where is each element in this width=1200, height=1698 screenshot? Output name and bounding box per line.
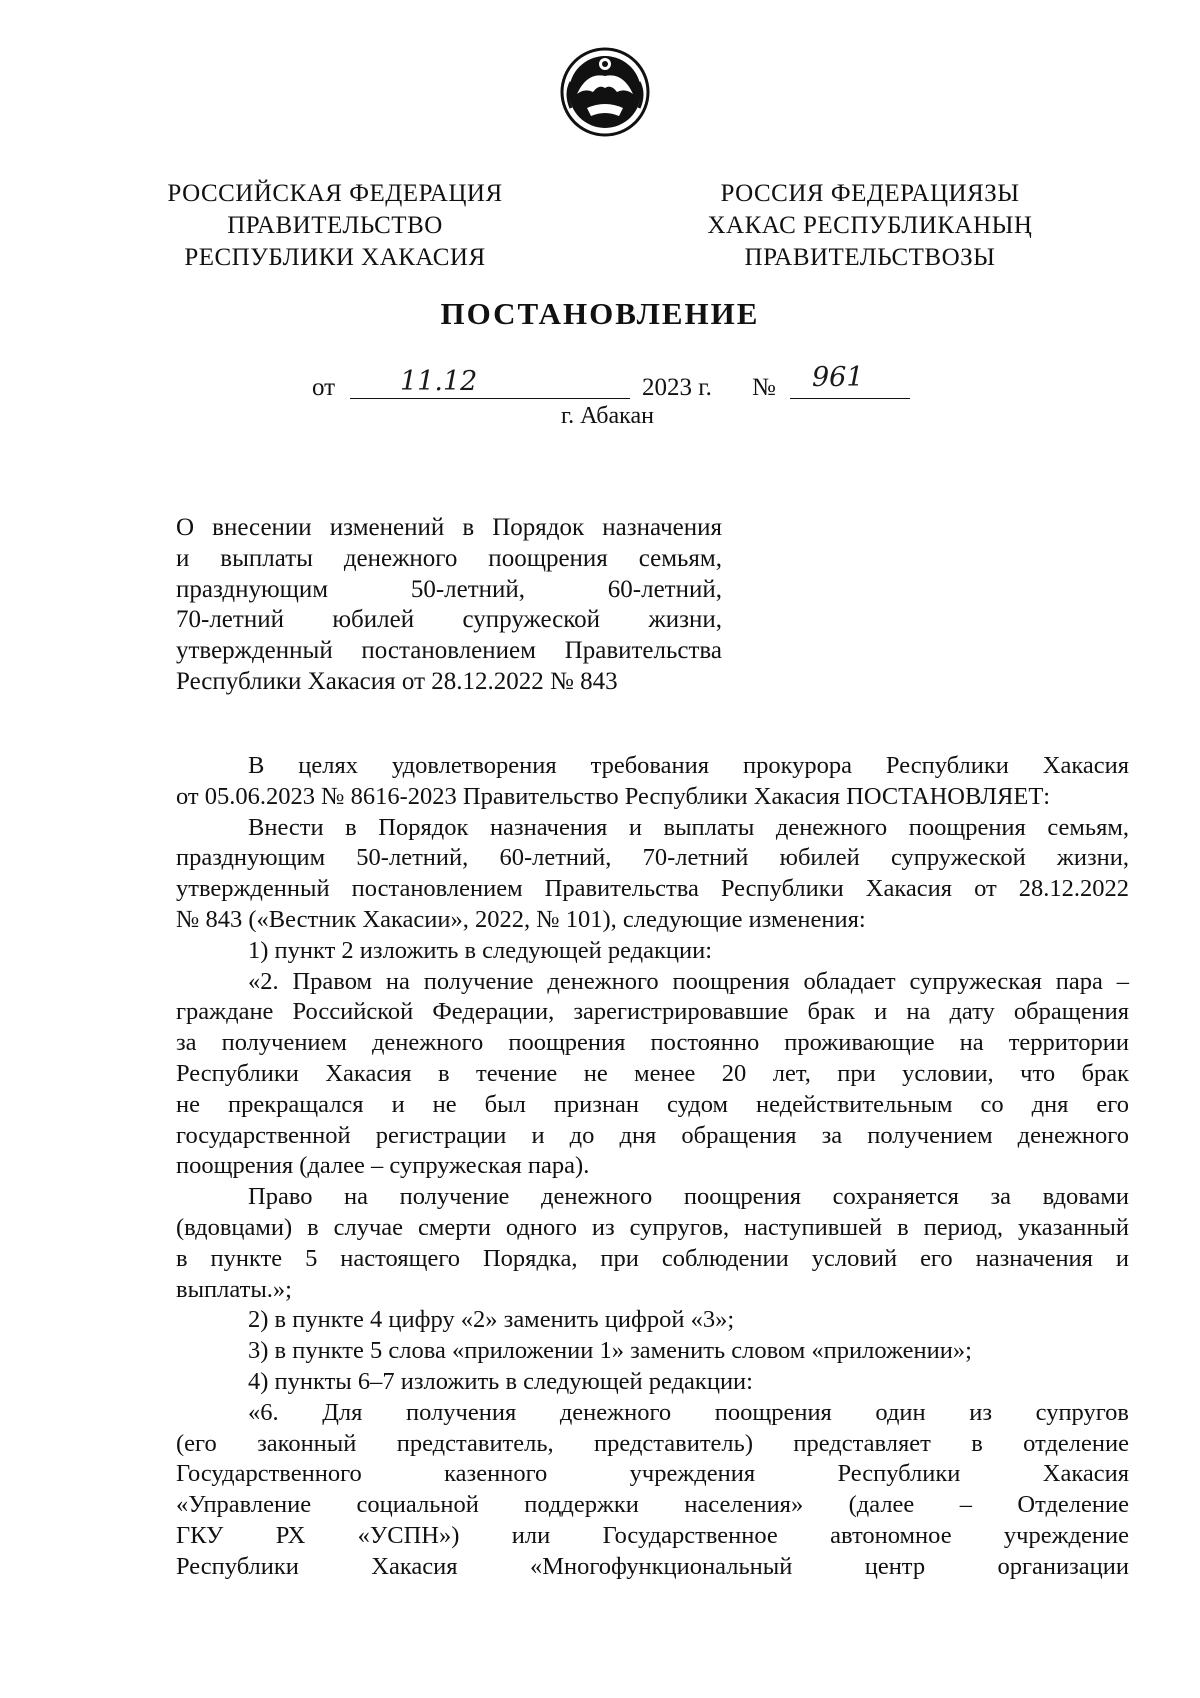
body-line: ГКУ РХ «УСПН») или Государственное автономное учреждение xyxy=(176,1521,1129,1549)
date-number-line xyxy=(312,362,912,404)
body-line: за получением денежного поощрения постоянно проживающие на территории xyxy=(176,1029,1129,1057)
document-body xyxy=(176,751,1129,1583)
body-line: 1) пункт 2 изложить в следующей редакции: xyxy=(248,936,713,964)
body-line: выплаты.»; xyxy=(176,1275,292,1303)
body-line: не прекращался и не был признан судом недействительным со дня его xyxy=(176,1090,1129,1118)
body-line: № 843 («Вестник Хакасии», 2022, № 101), следующие изменения: xyxy=(176,905,866,933)
handwritten-number: 961 xyxy=(812,362,864,393)
subject-line: 70-летний юбилей супружеской жизни, xyxy=(176,606,722,634)
date-underline xyxy=(350,398,630,399)
body-line: 2) в пункте 4 цифру «2» заменить цифрой «3»; xyxy=(248,1306,735,1334)
number-underline xyxy=(790,398,910,399)
city-label: г. Абакан xyxy=(561,403,654,429)
subject-line: утвержденный постановлением Правительства xyxy=(176,637,722,665)
document-type-title: ПОСТАНОВЛЕНИЕ xyxy=(440,296,760,331)
body-line: 3) в пункте 5 слова «приложении 1» заменить словом «приложении»; xyxy=(248,1337,972,1365)
document-subject xyxy=(176,513,722,698)
body-line: поощрения (далее – супружеская пара). xyxy=(176,1152,590,1180)
body-line: государственной регистрации и до дня обращения за получением денежного xyxy=(176,1121,1129,1149)
subject-line: и выплаты денежного поощрения семьям, xyxy=(176,544,722,572)
body-line: «6. Для получения денежного поощрения один из супругов xyxy=(248,1398,1129,1426)
body-line: Право на получение денежного поощрения сохраняется за вдовами xyxy=(248,1183,1129,1211)
body-line: «2. Правом на получение денежного поощрения обладает супружеская пара – xyxy=(248,967,1129,995)
body-line: утвержденный постановлением Правительства Республики Хакасия от 28.12.2022 xyxy=(176,875,1129,903)
body-line: Государственного казенного учреждения Республики Хакасия xyxy=(176,1460,1129,1488)
body-line: 4) пункты 6–7 изложить в следующей редакции: xyxy=(248,1367,753,1395)
issuer-header-khakas xyxy=(690,178,1050,274)
body-line: Республики Хакасия «Многофункциональный центр организации xyxy=(176,1552,1129,1580)
body-line: (его законный представитель, представитель) представляет в отделение xyxy=(176,1429,1129,1457)
subject-line: О внесении изменений в Порядок назначения xyxy=(176,514,722,541)
body-line: от 05.06.2023 № 8616-2023 Правительство Республики Хакасия ПОСТАНОВЛЯЕТ: xyxy=(176,782,1051,810)
issuer-header-russian xyxy=(155,178,515,274)
header-line: РОССИЙСКАЯ ФЕДЕРАЦИЯ xyxy=(167,180,503,207)
year-label: 2023 г. xyxy=(642,374,712,401)
body-line: Республики Хакасия в течение не менее 20 лет, при условии, что брак xyxy=(176,1059,1129,1087)
body-line: В целях удовлетворения требования прокурора Республики Хакасия xyxy=(248,752,1129,779)
header-line: ПРАВИТЕЛЬСТВО xyxy=(227,212,443,239)
body-line: празднующим 50-летний, 60-летний, 70-летний юбилей супружеской жизни, xyxy=(176,844,1129,872)
coat-of-arms-emblem xyxy=(557,42,653,138)
body-line: Внести в Порядок назначения и выплаты денежного поощрения семьям, xyxy=(248,813,1129,841)
number-label: № xyxy=(752,374,776,401)
header-line: РОССИЯ ФЕДЕРАЦИЯЗЫ xyxy=(720,180,1020,207)
date-prefix: от xyxy=(312,374,336,401)
body-line: в пункте 5 настоящего Порядка, при соблюдении условий его назначения и xyxy=(176,1244,1129,1272)
header-line: РЕСПУБЛИКИ ХАКАСИЯ xyxy=(184,244,486,271)
subject-line: Республики Хакасия от 28.12.2022 № 843 xyxy=(176,667,618,695)
header-line: ПРАВИТЕЛЬСТВОЗЫ xyxy=(744,244,996,271)
subject-line: празднующим 50-летний, 60-летний, xyxy=(176,575,722,603)
body-line: (вдовцами) в случае смерти одного из супругов, наступившей в период, указанный xyxy=(176,1213,1129,1241)
handwritten-date: 11.12 xyxy=(400,366,478,397)
header-line: ХАКАС РЕСПУБЛИКАНЫҢ xyxy=(707,212,1033,239)
body-line: граждане Российской Федерации, зарегистрировавшие брак и на дату обращения xyxy=(176,998,1129,1026)
body-line: «Управление социальной поддержки населения» (далее – Отделение xyxy=(176,1491,1129,1519)
